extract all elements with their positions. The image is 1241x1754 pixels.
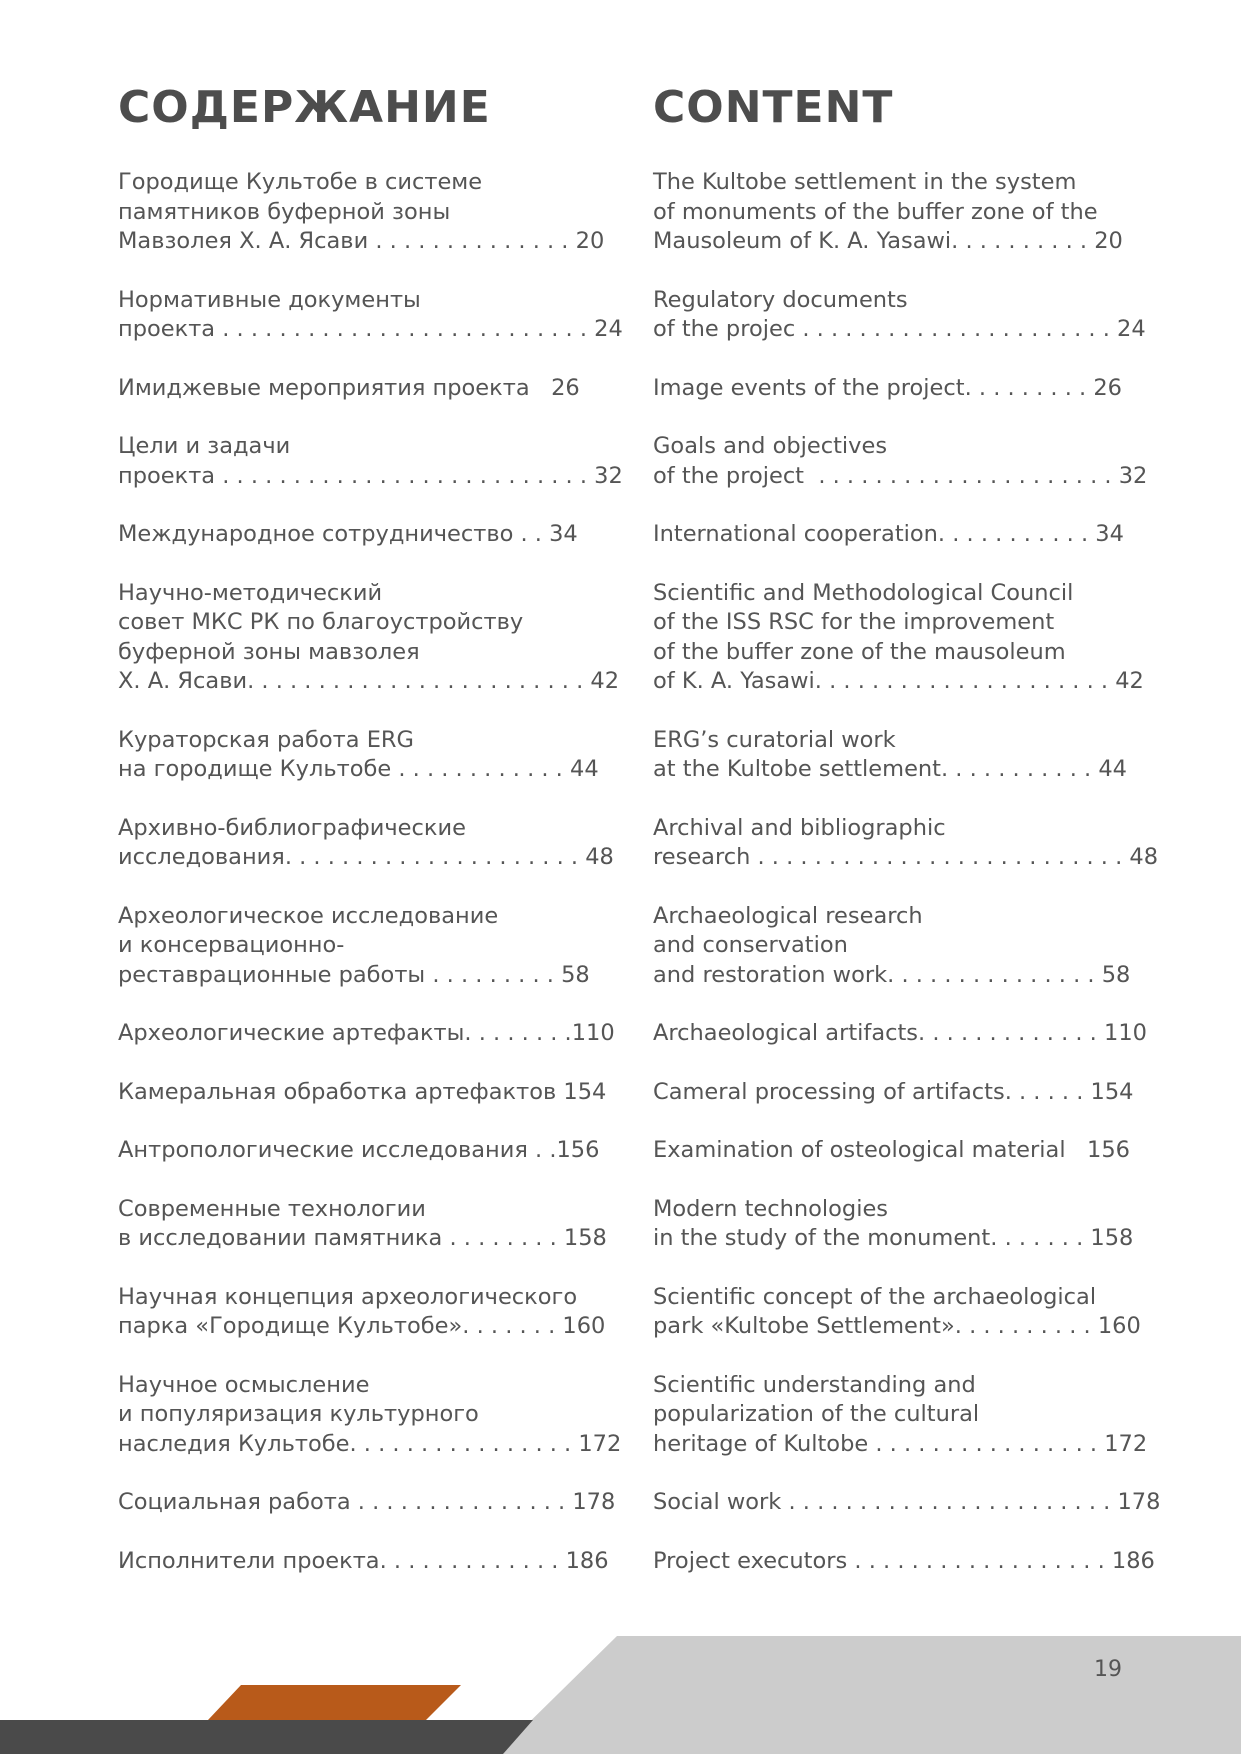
toc-dot-leader: . . . . . . . . . . . . . [918, 1020, 1104, 1046]
toc-entry-title-line: парка «Городище Культобе» [118, 1313, 463, 1339]
toc-dot-leader: . . . . . . . . . . . . . . . . [868, 1430, 1105, 1457]
toc-column-russian [118, 78, 623, 1605]
toc-entry-title-line: and conservation [653, 932, 848, 958]
toc-dot-leader: . . [527, 1137, 557, 1163]
toc-entry-title-line: наследия Культобе [118, 1430, 350, 1457]
toc-entry[interactable] [118, 1547, 609, 1577]
toc-entry-last-line [118, 1430, 622, 1460]
toc-entry[interactable] [653, 374, 1133, 404]
toc-entry-title-line: Научная концепция археологического [118, 1283, 578, 1310]
toc-entry-last-line [653, 1019, 1147, 1049]
toc-page-number: 156 [1087, 1137, 1130, 1163]
toc-entry-title-line: Scientific and Methodological Council [653, 579, 1074, 606]
toc-dot-leader: . . [513, 521, 550, 547]
toc-entry[interactable] [118, 1283, 606, 1342]
toc-entry[interactable] [653, 1547, 1155, 1577]
toc-dot-leader: . . . . . . . [990, 1225, 1091, 1251]
toc-entry-title-line: of K. A. Yasawi [653, 668, 815, 694]
toc-entry-title-line: Modern technologies [653, 1195, 889, 1222]
toc-page-number: 178 [572, 1489, 616, 1515]
toc-entry-last-line [118, 1488, 616, 1518]
toc-page-number: 24 [594, 316, 623, 342]
toc-entry-title-line: Международное сотрудничество [118, 521, 514, 547]
toc-entry-last-line [653, 1136, 1133, 1166]
toc-entry[interactable] [118, 1136, 598, 1166]
toc-page-number: 110 [1104, 1020, 1147, 1046]
toc-entry[interactable] [653, 726, 1133, 785]
toc-entry-title-line: ERG’s curatorial work [653, 726, 896, 753]
toc-entry-title-line: Image events of the project [653, 374, 965, 401]
toc-entry[interactable] [118, 726, 598, 785]
toc-entry-title-line: Scientific understanding and [653, 1371, 976, 1398]
toc-dot-leader: . . . . . . . [462, 1313, 563, 1339]
toc-entry-title-line: Современные технологии [118, 1195, 426, 1222]
toc-entry-last-line [653, 961, 1133, 991]
toc-dot-leader: . . . . . . . . . . . . . . . . . . . . . . . . . . [750, 844, 1130, 870]
toc-entry[interactable] [653, 286, 1146, 345]
toc-entry[interactable] [118, 432, 623, 491]
footer-dark-gray-band [0, 1720, 533, 1754]
toc-entry-title-line: at the Kultobe settlement [653, 756, 941, 782]
footer-orange-accent [208, 1685, 461, 1720]
toc-entry-last-line [118, 1224, 607, 1254]
toc-heading-english: CONTENT [653, 82, 894, 133]
toc-entry-title-line: Исполнители проекта [118, 1547, 380, 1574]
toc-dot-leader: . . . . . . . . . [425, 961, 562, 988]
toc-entry-title-line: Архивно-библиографические [118, 814, 466, 841]
toc-page-number: 178 [1117, 1489, 1161, 1515]
toc-page-number: 44 [570, 756, 599, 782]
toc-entry-last-line [118, 462, 623, 492]
toc-entry-title-line: of monuments of the buffer zone of the [653, 198, 1098, 225]
toc-dot-leader: . . . . . . [1004, 1078, 1091, 1105]
toc-page-number: 158 [1090, 1225, 1134, 1251]
toc-entry-title-line: Цели и задачи [118, 433, 291, 459]
toc-entry[interactable] [653, 1488, 1161, 1518]
toc-entry-title-line: Научно-методический [118, 579, 383, 606]
toc-entry-title-line: of the buffer zone of the mausoleum [653, 638, 1066, 665]
toc-page-number: 172 [578, 1430, 622, 1457]
toc-entry-last-line [118, 961, 598, 991]
toc-entry[interactable] [653, 902, 1133, 991]
toc-entry-last-line [653, 1488, 1161, 1518]
toc-entry-title-line: и популяризация культурного [118, 1401, 479, 1427]
toc-entry[interactable] [653, 1019, 1147, 1049]
toc-page-number: 156 [556, 1137, 600, 1163]
toc-entry-title-line: Archival and bibliographic [653, 814, 946, 841]
toc-entry-last-line [118, 667, 620, 697]
toc-dot-leader: . . . . . . . . . . . . . . . . . . . . . [284, 844, 586, 870]
toc-page-number: 26 [1093, 374, 1122, 401]
toc-entry-title-line: Социальная работа [118, 1489, 351, 1515]
toc-page-number: 42 [590, 668, 620, 694]
toc-entry[interactable] [653, 520, 1133, 550]
toc-dot-leader: . . . . . . . . . . . . . . . [887, 961, 1102, 988]
toc-entry-last-line [118, 1312, 606, 1342]
toc-entry-title-line: Нормативные документы [118, 286, 421, 313]
toc-dot-leader: . . . . . . . . . . . . . . . [350, 1489, 573, 1515]
toc-dot-leader: . . . . . . . . . . . . . [379, 1547, 566, 1574]
toc-entry-title-line: и консервационно- [118, 932, 345, 958]
toc-entry-title-line: Городище Культобе в системе [118, 169, 483, 195]
toc-page-number: 20 [575, 228, 605, 254]
toc-entry[interactable] [653, 579, 1144, 697]
toc-entry-last-line [653, 1078, 1133, 1108]
toc-entry-title-line: Social work [653, 1489, 782, 1515]
toc-page-number: 20 [1094, 228, 1123, 254]
toc-entry-title-line: в исследовании памятника [118, 1225, 443, 1251]
toc-heading-russian: СОДЕРЖАНИЕ [118, 82, 491, 133]
toc-entry-last-line [653, 1312, 1141, 1342]
toc-page-number: 42 [1115, 668, 1144, 694]
toc-entry-last-line [118, 755, 598, 785]
toc-page-number: 154 [1090, 1078, 1134, 1105]
toc-entry-title-line: реставрационные работы [118, 961, 426, 988]
toc-page-number: 44 [1098, 756, 1127, 782]
toc-page-number: 48 [585, 844, 614, 870]
toc-page-number: 172 [1104, 1430, 1148, 1457]
toc-page-number: 186 [565, 1547, 609, 1574]
toc-page-number: 154 [563, 1078, 607, 1105]
toc-entry-title-line: Goals and objectives [653, 433, 888, 459]
toc-entry-last-line [118, 1547, 609, 1577]
toc-dot-leader: . . . . . . . . . . . . [391, 756, 570, 782]
toc-entry-last-line [118, 227, 605, 257]
toc-entry[interactable] [118, 1195, 607, 1254]
toc-entry-title-line: Х. А. Ясави [118, 668, 248, 694]
toc-page-number: 32 [594, 462, 623, 489]
toc-entry-title-line: Кураторская работа ERG [118, 726, 414, 753]
toc-entry[interactable] [118, 374, 598, 404]
toc-entry[interactable] [118, 168, 605, 257]
toc-entry-title-line: Имиджевые мероприятия проекта [118, 374, 530, 401]
toc-entry[interactable] [118, 1078, 607, 1108]
toc-page-number: 32 [1118, 462, 1148, 489]
toc-entry[interactable] [653, 432, 1148, 491]
toc-entry-last-line [653, 227, 1133, 257]
toc-entry-last-line [118, 843, 614, 873]
toc-entry[interactable] [118, 579, 620, 697]
toc-entry-last-line [653, 755, 1133, 785]
toc-dot-leader: . . . . . . . . . . . . . . . . . . . . . . [795, 316, 1118, 342]
toc-dot-leader [530, 375, 551, 401]
toc-entry-title-line: Антропологические исследования [118, 1137, 528, 1163]
toc-entry-last-line [118, 1136, 598, 1166]
toc-page-number: 110 [571, 1020, 615, 1046]
toc-entry-title-line: Regulatory documents [653, 286, 908, 313]
toc-entry-title-line: of the projec [653, 316, 796, 342]
toc-entry-title-line: Мавзолея Х. А. Ясави [118, 228, 369, 254]
toc-page-number: 34 [1095, 521, 1124, 547]
toc-column-english [653, 78, 1161, 1605]
toc-dot-leader: . . . . . . . . . . . . . . [368, 228, 576, 254]
toc-entry-title-line: of the project [653, 462, 805, 489]
toc-entry-title-line: исследования [118, 844, 285, 870]
page-number: 19 [1094, 1657, 1122, 1682]
toc-entry-title-line: Project executors [653, 1547, 848, 1574]
toc-entry-last-line [118, 374, 598, 404]
toc-entry-title-line: Археологическое исследование [118, 902, 499, 929]
toc-entry[interactable] [653, 1371, 1148, 1460]
toc-entry[interactable] [653, 814, 1159, 873]
toc-dot-leader: . . . . . . . . . . . . . . . . . . . . . . . [781, 1489, 1118, 1515]
toc-dot-leader: . . . . . . . . . . . . . . . . . . . . . . . . . . [215, 462, 595, 489]
toc-entry-title-line: of the ISS RSC for the improvement [653, 609, 1055, 635]
toc-entries-russian [118, 168, 623, 1576]
toc-entry-title-line: research [653, 844, 751, 870]
toc-page-number: 48 [1129, 844, 1159, 870]
toc-dot-leader: . . . . . . . . . [964, 374, 1094, 401]
toc-entry[interactable] [118, 286, 623, 345]
toc-entry-title-line: Archaeological artifacts [653, 1020, 919, 1046]
toc-entry-title-line: park «Kultobe Settlement» [653, 1313, 955, 1339]
toc-entry[interactable] [118, 814, 614, 873]
toc-entry-title-line: Научное осмысление [118, 1371, 370, 1398]
toc-page-number: 34 [549, 521, 578, 547]
toc-entry[interactable] [118, 1371, 622, 1460]
toc-dot-leader: . . . . . . . . . . . . . . . . . . . . . [804, 462, 1119, 489]
toc-dot-leader: . . . . . . . . . . . [941, 756, 1099, 782]
toc-entry-last-line [118, 520, 598, 550]
toc-entry-title-line: совет МКС РК по благоустройству [118, 609, 524, 635]
footer-light-gray-band [497, 1636, 1241, 1754]
toc-page-number: 160 [1097, 1313, 1141, 1339]
toc-page-number: 24 [1117, 316, 1146, 342]
toc-entry-title-line: International cooperation [653, 521, 938, 547]
toc-entry-last-line [653, 1547, 1155, 1577]
toc-dot-leader: . . . . . . . . . . [951, 228, 1095, 254]
toc-entry[interactable] [653, 1136, 1133, 1166]
toc-entries-english [653, 168, 1161, 1576]
toc-entry-last-line [118, 315, 623, 345]
toc-entry-title-line: Камеральная обработка артефактов [118, 1078, 557, 1105]
toc-entry-title-line: проекта [118, 462, 216, 489]
toc-entry-title-line: popularization of the cultural [653, 1401, 980, 1427]
toc-entry-title-line: Cameral processing of artifacts [653, 1078, 1005, 1105]
toc-entry[interactable] [118, 902, 598, 991]
toc-entry-last-line [653, 315, 1146, 345]
toc-dot-leader: . . . . . . . . . . . . . . . . . . . . . . . . [247, 668, 591, 694]
toc-entry-title-line: Scientific concept of the archaeological [653, 1283, 1097, 1310]
toc-page-number: 26 [551, 374, 580, 401]
toc-entry-title-line: Mausoleum of K. A. Yasawi [653, 228, 952, 254]
toc-page-number: 58 [561, 961, 590, 988]
toc-entry-title-line: Archaeological research [653, 902, 923, 929]
toc-entry-title-line: The Kultobe settlement in the system [653, 169, 1077, 195]
toc-entry-title-line: памятников буферной зоны [118, 198, 451, 225]
toc-dot-leader: . . . . . . . . [464, 1020, 572, 1046]
toc-page-number: 158 [563, 1225, 607, 1251]
toc-page-number: 160 [562, 1313, 606, 1339]
toc-dot-leader: . . . . . . . . . . . . . . . . . . . . . [814, 668, 1116, 694]
toc-page-number: 186 [1111, 1547, 1155, 1574]
toc-dot-leader: . . . . . . . . . . . [937, 521, 1096, 547]
toc-entry-last-line [653, 462, 1148, 492]
toc-entry[interactable] [653, 1195, 1133, 1254]
toc-entry-title-line: Археологические артефакты [118, 1020, 465, 1046]
toc-entry-title-line: на городище Культобе [118, 756, 392, 782]
toc-entry[interactable] [653, 1283, 1141, 1342]
toc-entry-last-line [653, 1430, 1148, 1460]
toc-page-number: 58 [1101, 961, 1131, 988]
toc-entry[interactable] [653, 1078, 1133, 1108]
toc-entry-title-line: проекта [118, 316, 216, 342]
toc-entry-last-line [653, 1224, 1133, 1254]
toc-dot-leader [1066, 1137, 1087, 1163]
toc-entry-title-line: in the study of the monument [653, 1225, 991, 1251]
toc-entry[interactable] [118, 1019, 615, 1049]
toc-entry[interactable] [118, 520, 598, 550]
toc-entry-title-line: and restoration work [653, 961, 888, 988]
toc-entry-last-line [653, 843, 1159, 873]
toc-entry[interactable] [118, 1488, 616, 1518]
toc-entry-title-line: heritage of Kultobe [653, 1430, 869, 1457]
toc-entry-last-line [653, 520, 1133, 550]
toc-entry[interactable] [653, 168, 1133, 257]
toc-dot-leader: . . . . . . . . . . . . . . . . [349, 1430, 579, 1457]
toc-dot-leader: . . . . . . . . . . [954, 1313, 1098, 1339]
toc-entry-last-line [653, 374, 1133, 404]
toc-entry-title-line: Examination of osteological material [653, 1137, 1066, 1163]
toc-dot-leader: . . . . . . . . [442, 1225, 564, 1251]
toc-entry-title-line: буферной зоны мавзолея [118, 638, 420, 665]
toc-dot-leader: . . . . . . . . . . . . . . . . . . . . . . . . . . [215, 316, 595, 342]
toc-dot-leader: . . . . . . . . . . . . . . . . . . [847, 1547, 1112, 1574]
toc-entry-last-line [653, 667, 1144, 697]
toc-entry-last-line [118, 1078, 607, 1108]
toc-entry-last-line [118, 1019, 615, 1049]
